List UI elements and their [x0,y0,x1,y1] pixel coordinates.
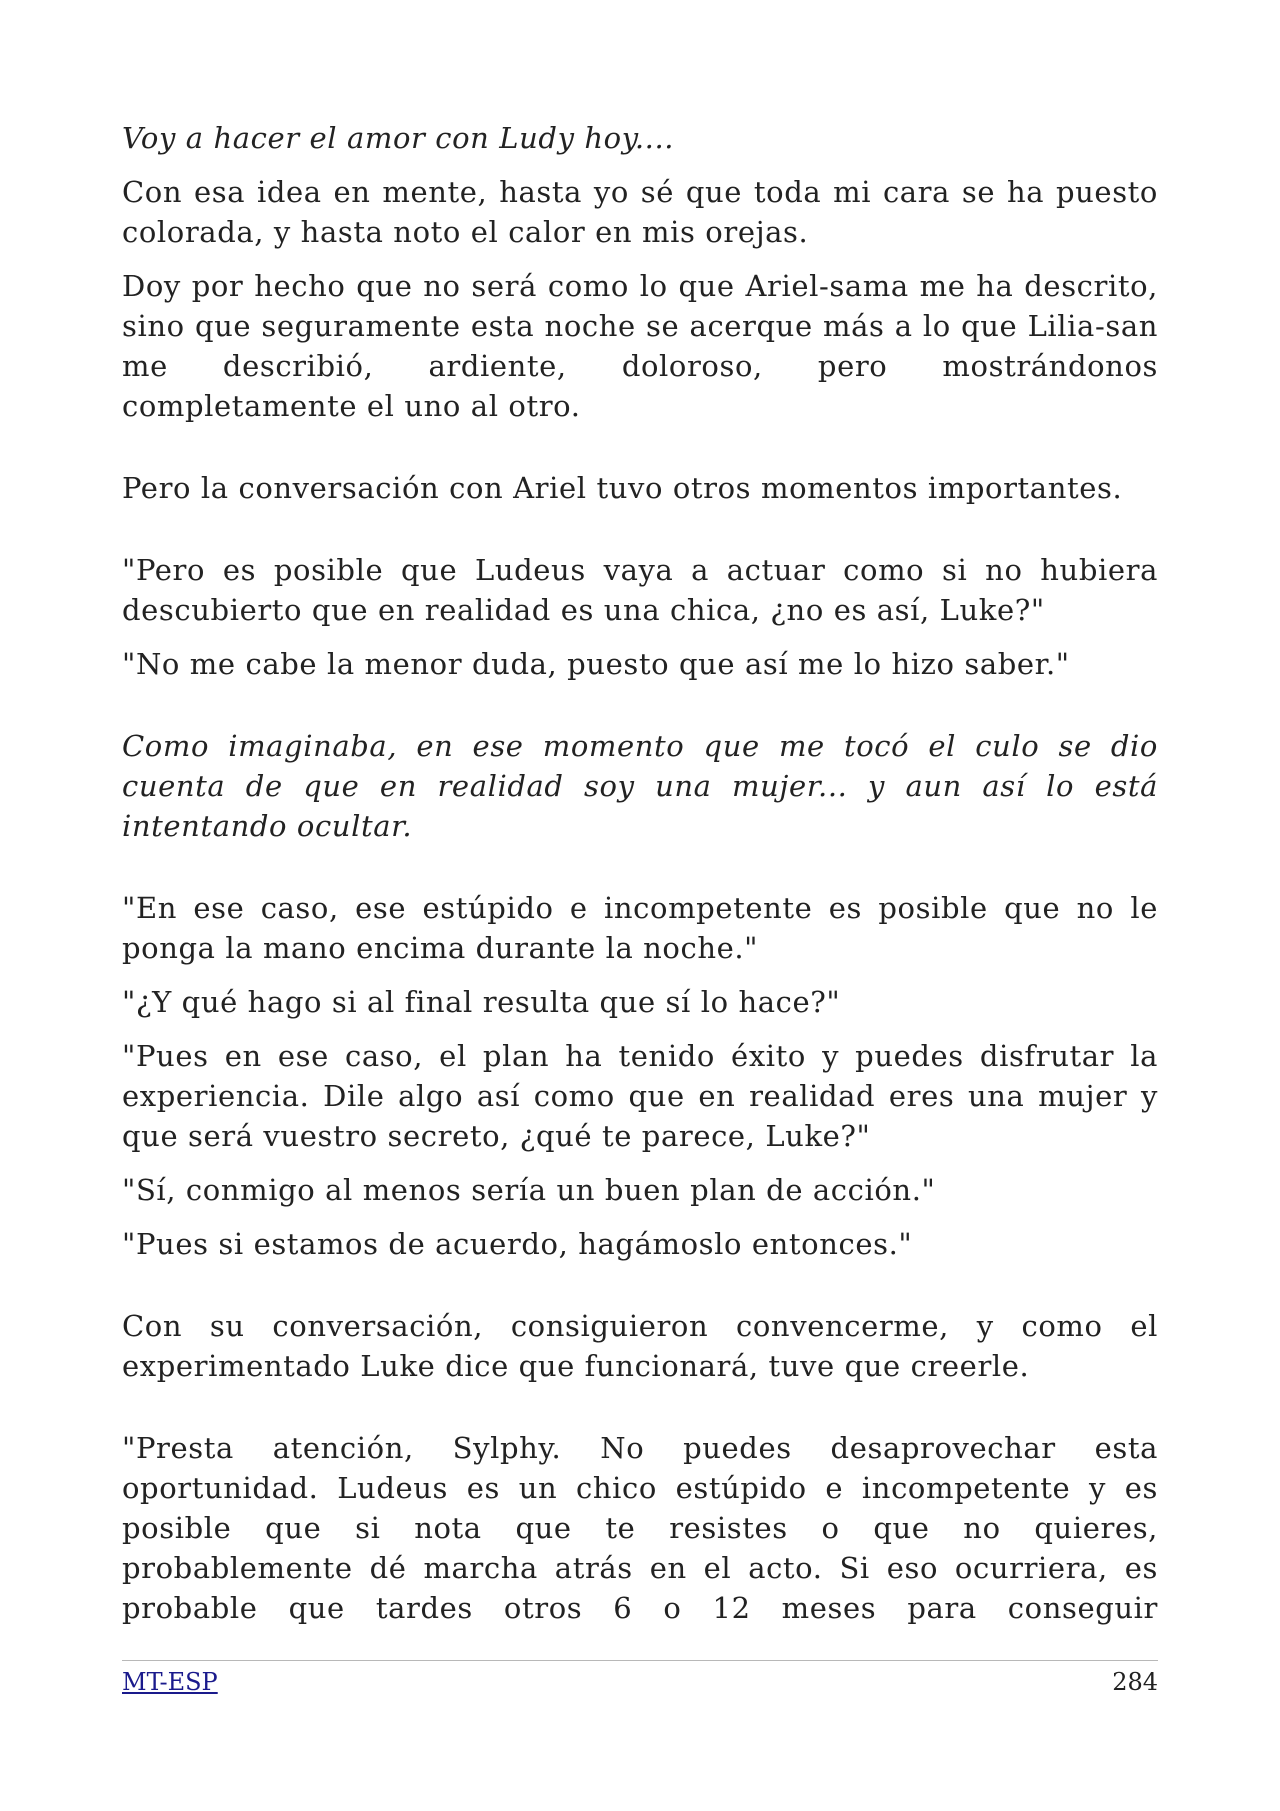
paragraph-narration-1: Con esa idea en mente, hasta yo sé que toda mi cara se ha puesto colorada, y hasta noto el calor en mis orejas. [122,175,1158,249]
paragraph-dialogue-2: "No me cabe la menor duda, puesto que así me lo hizo saber." [122,647,1070,681]
paragraph-dialogue-7: "Pues si estamos de acuerdo, hagámoslo entonces." [122,1227,913,1261]
paragraph-dialogue-3: "En ese caso, ese estúpido e incompetente es posible que no le ponga la mano encima durante la noche." [122,891,1158,965]
paragraph-narration-2: Doy por hecho que no será como lo que Ariel-sama me ha descrito, sino que seguramente esta noche se acerque más a lo que Lilia-san me describió, ardiente, doloroso, pero mostrándonos completamente el uno al otro. [122,269,1158,423]
paragraph-narration-3: Pero la conversación con Ariel tuvo otros momentos importantes. [122,471,1123,505]
paragraph-narration-4: Con su conversación, consiguieron convencerme, y como el experimentado Luke dice que funcionará, tuve que creerle. [122,1309,1158,1383]
paragraph-inner-thought-1: Voy a hacer el amor con Ludy hoy.... [122,121,675,155]
paragraph-inner-thought-2: Como imaginaba, en ese momento que me tocó el culo se dio cuenta de que en realidad soy una mujer... y aun así lo está intentando ocultar. [122,729,1158,843]
paragraph-dialogue-8: "Presta atención, Sylphy. No puedes desaprovechar esta oportunidad. Ludeus es un chico estúpido e incompetente y es posible que si nota que te resistes o que no quieres, probablemente dé marcha atrás en el acto. Si eso ocurriera, es probable que tardes otros 6 o 12 meses para conseguir [122,1431,1158,1625]
paragraph-dialogue-6: "Sí, conmigo al menos sería un buen plan de acción." [122,1173,936,1207]
paragraph-dialogue-5: "Pues en ese caso, el plan ha tenido éxito y puedes disfrutar la experiencia. Dile algo así como que en realidad eres una mujer y que será vuestro secreto, ¿qué te parece, Luke?" [122,1039,1158,1153]
page-footer [122,1660,1158,1697]
paragraph-dialogue-1: "Pero es posible que Ludeus vaya a actuar como si no hubiera descubierto que en realidad es una chica, ¿no es así, Luke?" [122,553,1158,627]
footer-link[interactable]: MT-ESP [122,1668,218,1696]
page-number: 284 [1112,1668,1158,1696]
paragraph-dialogue-4: "¿Y qué hago si al final resulta que sí lo hace?" [122,985,841,1019]
document-body [122,118,1158,1642]
